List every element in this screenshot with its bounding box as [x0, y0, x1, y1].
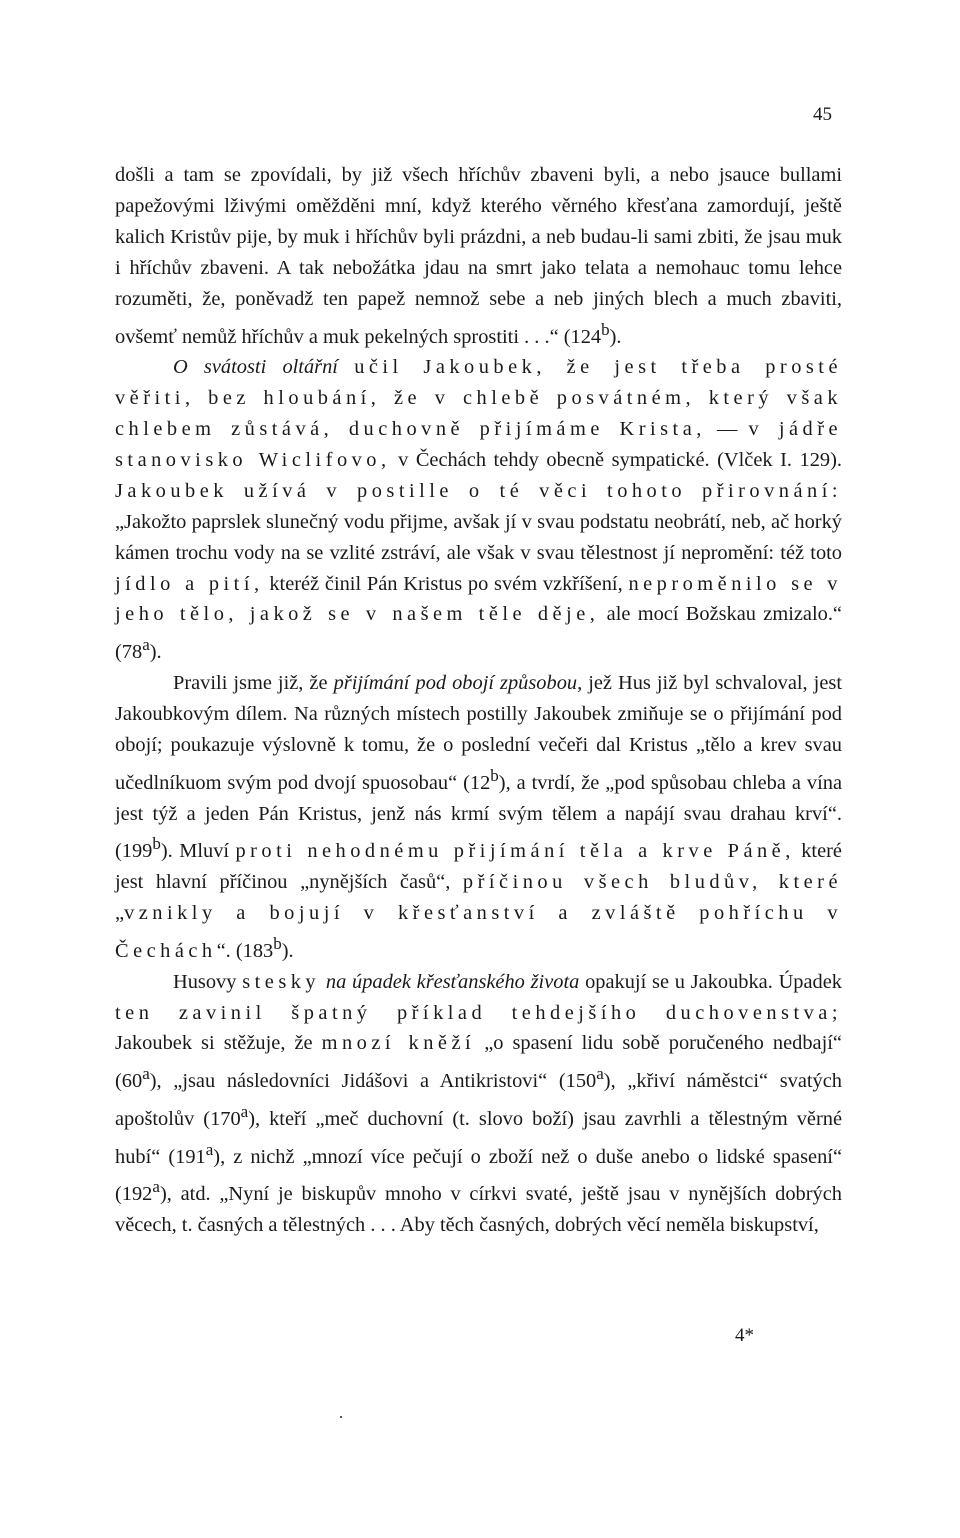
text-run: Husovy	[173, 970, 243, 993]
text-run: “. (183	[216, 939, 274, 962]
superscript: a	[142, 635, 150, 655]
spaced-emphasis: vznikly a bojují v křesťanství a zvláště pohříchu v Čechách	[115, 902, 842, 962]
paragraph	[115, 352, 842, 668]
spaced-emphasis: v jádře stanovisko Wiclifovo,	[115, 418, 843, 471]
text-run: které jest hlavní příčinou „nynějších časů“,	[115, 840, 842, 894]
text-run: Pravili jsme již, že	[173, 672, 334, 695]
spaced-emphasis: stesky	[242, 970, 321, 993]
text-run: ale mocí Božskau zmizalo.“ (78	[115, 603, 842, 664]
text-run: ), „křiví náměstci“ svatých apoštolův (170	[115, 1070, 842, 1130]
spaced-emphasis: Jakoubek užívá v postille o té věci tohoto přirovnání:	[115, 479, 842, 502]
text-run: ).	[609, 325, 622, 348]
italic-phrase: na úpadek křesťanského života	[325, 970, 580, 993]
text-run: „	[115, 902, 125, 925]
spaced-emphasis: mnozí kněží	[321, 1032, 476, 1055]
superscript: a	[152, 1177, 160, 1197]
superscript: b	[601, 319, 610, 339]
text-run	[338, 356, 354, 378]
text-run: jež Hus již byl schvaloval, jest Jakoubkovým dílem. Na různých místech postilly Jakoubek zmiňuje se o přijímání pod obojí; poukazuje výslovně k tomu, že o poslední večeři dal Kristus „tělo a krev svau učedlníkuom svým pod dvojí spuosobau“ (12	[115, 672, 842, 794]
body-text	[115, 160, 842, 1241]
superscript: b	[152, 834, 161, 854]
text-run: ), „jsau následovníci Jidášovi a Antikristovi“ (150	[149, 1070, 597, 1093]
spaced-emphasis: jídlo a pití,	[115, 572, 264, 595]
text-run: v Čechách tehdy obecně sympatické. (Vlček I. 129).	[390, 448, 843, 471]
text-run: „o spasení lidu sobě poručeného nedbají“ (60	[115, 1032, 842, 1093]
spaced-emphasis: proti nehodnému přijímání těla a krve Páně,	[235, 840, 795, 863]
text-run: opakují se u Jakoubka. Úpadek	[579, 970, 842, 993]
text-run: kteréž činil Pán Kristus po svém vzkříšení,	[263, 572, 629, 595]
italic-phrase: přijímání pod obojí způsobou,	[333, 672, 583, 695]
text-run: došli a tam se zpovídali, by již všech hříchův zbaveni byli, a nebo jsauce bullami papežovými lživými oměžděni mní, když kterého věrného křesťana zamordují, ještě kalich Kristův pije, by muk i hříchův byli prázdni, a neb budau-li sami zbiti, že jsau muk i hříchův zbaveni. A tak nebožátka jdau na smrt jako telata a nemohauc tomu lehce rozuměti, že, poněvadž ten papež nemnož sebe a neb jiných blech a much zbaviti, ovšemť nemůž hříchův a muk pekelných sprostiti . . .“ (124	[115, 164, 842, 348]
paragraph	[115, 668, 842, 967]
superscript: a	[596, 1064, 604, 1084]
spaced-emphasis: ten zavinil špatný příklad tehdejšího duchovenstva;	[115, 1001, 842, 1024]
text-run: ), atd. „Nyní je biskupův mnoho v církvi svaté, ještě jsau v nynějších dobrých věcech, t. časných a tělestných . . . Aby těch časných, dobrých věcí neměla biskupství,	[115, 1183, 842, 1237]
superscript: a	[142, 1064, 150, 1084]
page-number: 45	[813, 104, 832, 125]
spaced-emphasis: příčinou všech bludův, které	[462, 871, 842, 894]
superscript: a	[205, 1139, 214, 1159]
text-run: ).	[281, 939, 294, 962]
text-run: —	[705, 418, 749, 441]
spaced-emphasis: neproměnilo se v jeho tělo, jakož se v našem těle děje,	[115, 572, 842, 626]
spaced-emphasis: učil Jakoubek, že jest třeba prosté věřiti, bez hloubání, že v chlebě posvátném, který však chlebem zůstává, duchovně přijímáme Krista,	[115, 356, 842, 441]
italic-phrase: O svátosti oltářní	[173, 356, 338, 379]
text-run: ), a tvrdí, že „pod spůsobau chleba a vína jest týž a jeden Pán Kristus, jenž nás krmí svým tělem a napájí svau drahau krví“. (199	[115, 771, 843, 863]
text-run: „Jakožto paprslek slunečný vodu přijme, avšak jí v svau podstatu neobrátí, neb, ač horký kámen trochu vody na se vzlité zstráví, ale však v svau tělestnost jí nepromění: též toto	[115, 510, 842, 564]
paper-speck	[340, 1416, 342, 1418]
text-run: ).	[149, 641, 162, 664]
signature-mark: 4*	[735, 1325, 754, 1346]
superscript: b	[490, 765, 499, 785]
superscript: a	[240, 1102, 249, 1122]
paragraph	[115, 160, 842, 352]
text-run: ). Mluví	[160, 840, 236, 863]
text-run: ), z nichž „mnozí více pečují o zboží než o duše anebo o lidské spasení“ (192	[115, 1145, 842, 1206]
paragraph	[115, 967, 842, 1241]
superscript: b	[273, 933, 282, 953]
text-run: ), kteří „meč duchovní (t. slovo boží) jsau zavrhli a tělestným věrné hubí“ (191	[115, 1107, 842, 1168]
text-run: Jakoubek si stěžuje, že	[115, 1032, 322, 1055]
